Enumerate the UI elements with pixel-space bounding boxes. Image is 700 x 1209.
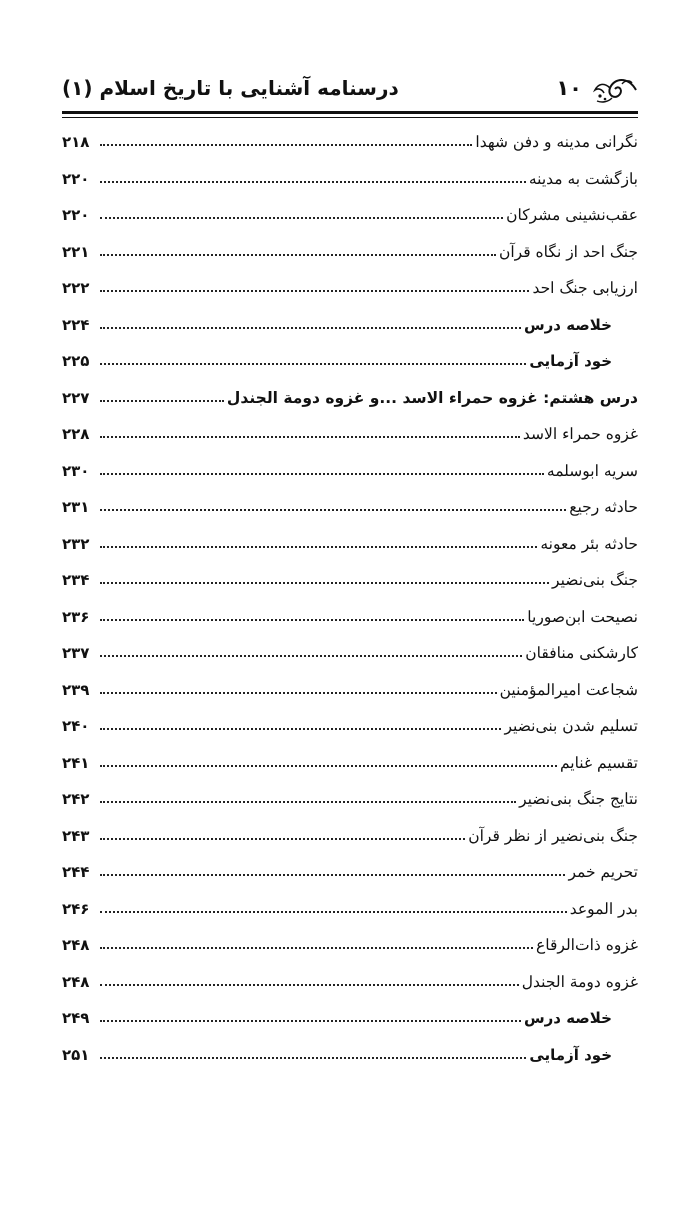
dot-leader: [100, 911, 567, 913]
toc-entry-label: ارزیابی جنگ احد: [532, 279, 638, 298]
toc-entry-label: بدر الموعد: [569, 899, 638, 918]
toc-entry-page: ۲۴۸: [62, 972, 90, 991]
dot-leader: [100, 363, 526, 365]
toc-entry-page: ۲۳۲: [62, 534, 90, 553]
toc-entry-page: ۲۵۱: [62, 1045, 90, 1064]
toc-entry[interactable]: [62, 526, 638, 563]
toc-entry[interactable]: [62, 964, 638, 1001]
toc-entry[interactable]: [62, 234, 638, 271]
toc-entry-label: سریه ابوسلمه: [546, 461, 638, 480]
dot-leader: [100, 619, 524, 621]
header-rule: [62, 111, 638, 114]
toc-entry[interactable]: [62, 197, 638, 234]
toc-entry[interactable]: [62, 891, 638, 928]
toc-entry[interactable]: [62, 270, 638, 307]
toc-entry-page: ۲۴۸: [62, 936, 90, 955]
toc-entry-self-test[interactable]: [62, 343, 638, 380]
toc-entry-label: حادثه رجیع: [569, 498, 638, 517]
toc-entry[interactable]: [62, 781, 638, 818]
dot-leader: [100, 254, 496, 256]
dot-leader: [100, 144, 472, 146]
toc-entry-page: ۲۲۰: [62, 206, 90, 225]
dot-leader: [100, 1057, 526, 1059]
toc-entry-label: حادثه بئر معونه: [540, 534, 638, 553]
dot-leader: [100, 327, 521, 329]
dot-leader: [100, 765, 557, 767]
toc-entry-label: خود آزمایی: [529, 1045, 612, 1064]
toc-entry-label: تسلیم شدن بنی‌نضیر: [504, 717, 638, 736]
toc-entry-page: ۲۴۱: [62, 753, 90, 772]
dot-leader: [100, 801, 516, 803]
toc-entry[interactable]: [62, 927, 638, 964]
toc-entry[interactable]: [62, 635, 638, 672]
dot-leader: [100, 838, 465, 840]
toc-entry[interactable]: [62, 818, 638, 855]
toc-entry-page: ۲۴۴: [62, 863, 90, 882]
toc-entry-page: ۲۱۸: [62, 133, 90, 152]
toc-entry-page: ۲۳۹: [62, 680, 90, 699]
dot-leader: [100, 181, 526, 183]
toc-entry[interactable]: [62, 745, 638, 782]
toc-entry-label: جنگ بنی‌نضیر: [552, 571, 638, 590]
dot-leader: [100, 509, 566, 511]
toc-entry-page: ۲۲۵: [62, 352, 90, 371]
toc-entry-page: ۲۳۷: [62, 644, 90, 663]
toc-entry-label: بازگشت به مدینه: [528, 169, 638, 188]
dot-leader: [100, 217, 503, 219]
table-of-contents: [62, 124, 638, 1073]
dot-leader: [100, 1020, 521, 1022]
toc-entry-label: نصیحت ابن‌صوریا: [527, 607, 638, 626]
dot-leader: [100, 473, 544, 475]
toc-entry[interactable]: [62, 672, 638, 709]
toc-entry-label: شجاعت امیرالمؤمنین: [499, 680, 638, 699]
toc-entry-label: خلاصه درس: [523, 1009, 612, 1028]
toc-entry-label: عقب‌نشینی مشرکان: [506, 206, 638, 225]
toc-entry-page: ۲۲۷: [62, 388, 90, 407]
toc-entry-page: ۲۳۶: [62, 607, 90, 626]
toc-entry[interactable]: [62, 708, 638, 745]
toc-entry-label: درس هشتم: غزوه حمراء الاسد ...و غزوه دومة الجندل: [226, 388, 638, 407]
page-header: [62, 70, 638, 114]
toc-entry-label: غزوه حمراء الاسد: [522, 425, 638, 444]
toc-entry-label: خلاصه درس: [523, 315, 612, 334]
toc-entry-page: ۲۴۹: [62, 1009, 90, 1028]
toc-entry[interactable]: [62, 854, 638, 891]
floral-ornament-icon: [592, 72, 638, 106]
toc-entry-self-test[interactable]: [62, 1037, 638, 1074]
toc-entry-page: ۲۲۱: [62, 242, 90, 261]
toc-entry[interactable]: [62, 562, 638, 599]
dot-leader: [100, 692, 497, 694]
toc-entry-label: نگرانی مدینه و دفن شهدا: [475, 133, 638, 152]
header-rule-thin: [62, 117, 638, 118]
toc-entry-label: غزوه دومة الجندل: [521, 972, 638, 991]
dot-leader: [100, 400, 224, 402]
toc-entry[interactable]: [62, 416, 638, 453]
toc-entry-page: ۲۲۸: [62, 425, 90, 444]
toc-entry-page: ۲۲۲: [62, 279, 90, 298]
toc-entry-label: جنگ بنی‌نضیر از نظر قرآن: [468, 826, 638, 845]
dot-leader: [100, 655, 522, 657]
toc-entry-page: ۲۴۰: [62, 717, 90, 736]
toc-entry-page: ۲۴۳: [62, 826, 90, 845]
toc-entry-label: نتایج جنگ بنی‌نضیر: [519, 790, 638, 809]
toc-entry-page: ۲۲۰: [62, 169, 90, 188]
toc-entry-page: ۲۳۱: [62, 498, 90, 517]
toc-entry-label: جنگ احد از نگاه قرآن: [498, 242, 638, 261]
toc-entry-summary[interactable]: [62, 1000, 638, 1037]
toc-entry-page: ۲۴۲: [62, 790, 90, 809]
dot-leader: [100, 874, 565, 876]
toc-entry[interactable]: [62, 124, 638, 161]
toc-entry-page: ۲۳۰: [62, 461, 90, 480]
toc-entry-label: تقسیم غنایم: [559, 753, 638, 772]
dot-leader: [100, 947, 533, 949]
toc-entry-label: تحریم خمر: [568, 863, 638, 882]
toc-entry[interactable]: [62, 599, 638, 636]
dot-leader: [100, 984, 519, 986]
toc-entry[interactable]: [62, 489, 638, 526]
toc-entry-summary[interactable]: [62, 307, 638, 344]
toc-entry-label: غزوه ذات‌الرقاع: [536, 936, 638, 955]
book-title: درسنامه آشنایی با تاریخ اسلام (۱): [62, 76, 399, 100]
toc-entry-page: ۲۳۴: [62, 571, 90, 590]
toc-entry[interactable]: [62, 453, 638, 490]
dot-leader: [100, 290, 529, 292]
toc-entry-page: ۲۴۶: [62, 899, 90, 918]
toc-entry-label: خود آزمایی: [529, 352, 612, 371]
toc-lesson-heading[interactable]: [62, 380, 638, 417]
dot-leader: [100, 436, 520, 438]
toc-entry-label: کارشکنی منافقان: [525, 644, 638, 663]
page-number: ۱۰: [556, 76, 582, 100]
toc-entry[interactable]: [62, 161, 638, 198]
dot-leader: [100, 582, 549, 584]
dot-leader: [100, 546, 537, 548]
toc-entry-page: ۲۲۴: [62, 315, 90, 334]
dot-leader: [100, 728, 501, 730]
